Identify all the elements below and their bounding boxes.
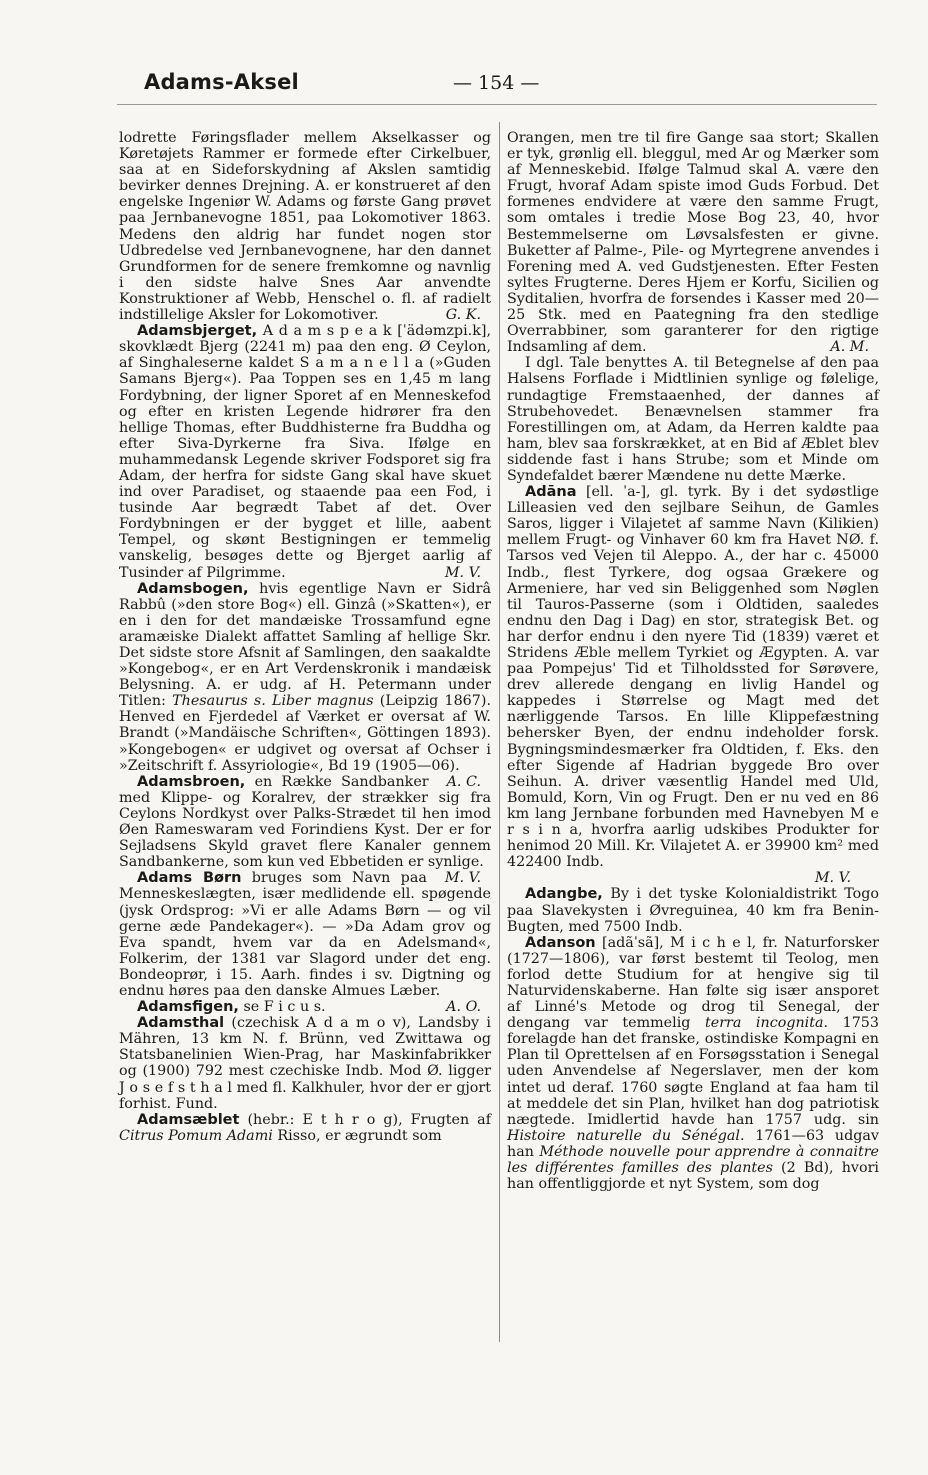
- headword: Adamsthal: [137, 1015, 225, 1032]
- signature: A. O.: [446, 999, 481, 1016]
- headword: Adangbe,: [525, 886, 603, 903]
- signature: M. V.: [444, 870, 481, 887]
- column-divider: [499, 122, 500, 1342]
- headword: Adamsbogen,: [137, 580, 249, 597]
- header-divider: [117, 104, 877, 105]
- signature: M. V.: [444, 564, 481, 581]
- entry-adamsaeblet-continuation: Orangen, men tre til fire Gange saa stort; Skallen er tyk, grønlig ell. bleggul, med Ar og Mærker som af Menneskebid. Ifølge Talmud skal A. være den Frugt, hvoraf Adam spiste imod Guds Forbud. Det formenes endvidere at være den samme Frugt, som omtales i tredie Mose Bog 23, 40, hvor Bestemmelserne om Løvsalsfesten er givne. Buketter af Palme-, Pile- og Myrtegrene anvendes i Forening med A. ved Gudstjenesten. Efter Festen syltes Frugterne. Deres Hjem er Korfu, Sicilien og Syditalien, hvorfra de forsendes i Kasser med 20—25 Stk. med en Paategning fra den stedlige Overrabbiner, som garanterer for den rigtige Indsamling af dem. A. M.: [507, 130, 879, 356]
- headword: Adanson: [525, 934, 596, 951]
- entry-adanson: Adanson [adãˈsã], M i c h e l, fr. Naturforsker (1727—1806), var først bestemt til Teolog, men forlod dette Studium for at hengive sig til Naturvidenskaberne. Han følte sig især ansporet af Linné's Metode og drog til Senegal, der dengang var temmelig terra incognita. 1753 forelagde han det franske, ostindiske Kompagni en Plan til Oprettelsen af en Forsøgsstation i Senegal uden Anvendelse af Negerslaver, men der kom intet ud deraf. 1760 søgte England at faa ham til at meddele det sin Plan, hvilket han dog patriotisk nægtede. Imidlertid havde han 1757 udg. sin Histoire naturelle du Sénégal. 1761—63 udgav han Méthode nouvelle pour apprendre à connaitre les différentes familles des plantes (2 Bd), hvori han offentliggjorde et nyt System, som dog: [507, 934, 880, 1193]
- headword: Adāna: [525, 484, 577, 501]
- signature: M. V.: [814, 870, 851, 887]
- entry-aksel-continuation: lodrette Føringsflader mellem Akselkasser og Køretøjets Rammer er formede efter Cirkelbuer, saa at en Sideforskydning af Akslen samtidig bevirker dennes Drejning. A. er konstrueret af den engelske Ingeniør W. Adams og første Gang prøvet paa Jernbanevogne 1851, paa Lokomotiver 1863. Medens den aldrig har fundet nogen stor Udbredelse ved Jernbanevognene, har den dannet Grundformen for de senere fremkomne og navnlig i den sidste halve Snes Aar anvendte Konstruktioner af Webb, Henschel o. fl. af radielt indstillelige Aksler for Lokomotiver. G. K.: [119, 130, 491, 324]
- headword: Adams Børn: [137, 870, 242, 887]
- headword: Adamsæblet: [137, 1111, 240, 1128]
- entry-adamsfigen: Adamsfigen, se F i c u s.: [137, 999, 326, 1016]
- page-number: — 154 —: [453, 72, 540, 94]
- entry-adamsbjerget: Adamsbjerget, A d a m s p e a k [ˈädəmzpi.k], skovklædt Bjerg (2241 m) paa den eng. Ø Ceylon, af Singhaleserne kaldet S a m a n e l l a (»Guden Samans Bjerg«). Paa Toppen ses en 1,45 m lang Fordybning, der ligner Sporet af en Menneskefod og efter en kristen Legende hidrører fra den hellige Thomas, efter Buddhisterne fra Buddha og efter Siva-Dyrkerne fra Siva. Ifølge en muhammedansk Legende skriver Fodsporet sig fra Adam, der herfra for sidste Gang skal have skuet ind over Paradiset, og staaende paa een Fod, i tusinde Aar begrædt Tabet af det. Over Fordybningen er der bygget et lille, aabent Tempel, og skønt Bestigningen er temmelig vanskelig, besøges dette og Bjerget aarlig af Tusinder af Pilgrimme. M. V.: [119, 323, 491, 581]
- entry-adamsaeblet: Adamsæblet (hebr.: E t h r o g), Frugten af Citrus Pomum Adami Risso, er ægrundt som: [119, 1111, 491, 1144]
- headword: Adamsbjerget,: [137, 323, 258, 340]
- entry-adamsbogen: Adamsbogen, hvis egentlige Navn er Sidrâ Rabbû (»den store Bog«) ell. Ginzâ (»Skatten«), er en i den for det mandæiske Trossamfund egne aramæiske Dialekt affattet Samling af hellige Skr. Det sidste store Afsnit af Samlingen, den saakaldte »Kongebog«, er en Art Verdenskronik i mandæisk Belysning. A. er udg. af H. Petermann under Titlen: Thesaurus s. Liber magnus (Leipzig 1867). Henved en Fjerdedel af Værket er oversat af W. Brandt (»Mandäische Schriften«, Göttingen 1893). »Kongebogen« er udgivet og oversat af Ochser i »Zeitschrift f. Assyriologie«, Bd 19 (1905—06). A. C.: [119, 580, 491, 790]
- right-column: [507, 130, 879, 1192]
- entry-adamsaeblet-paragraph-2: I dgl. Tale benyttes A. til Betegnelse af den paa Halsens Forflade i Midtlinien synlige og følelige, rundagtige Fremstaaenhed, der dannes af Strubehovedet. Benævnelsen stammer fra Forestillingen om, at Adam, da Herren kaldte paa ham, blev saa forskrækket, at en Bid af Æblet blev siddende fast i hans Strube; som et Minde om Syndefaldet bærer Mændene nu dette Mærke.: [507, 355, 879, 484]
- entry-adana: Adāna [ell. ˈa-], gl. tyrk. By i det sydøstlige Lilleasien ved den sejlbare Seihun, de Gamles Saros, ligger i Vilajetet af samme Navn (Kilikien) mellem Frugt- og Vinhaver 60 km fra Havet NØ. f. Tarsos ved Vejen til Aleppo. A., der har c. 45000 Indb., flest Tyrkere, dog ogsaa Grækere og Armeniere, har ved sin Beliggenhed som Nøglen til Tauros-Passerne (som i Oldtiden, saaledes endnu den Dag i Dag) en stor, strategisk Bet. og har derfor endnu i den nyere Tid (1839) været et Stridens Æble mellem Tyrkiet og Ægypten. A. var paa Pompejus' Tid et Tilholdssted for Sørøvere, drev allerede dengang en livlig Handel og kappedes i Størrelse og Magt med det nærliggende Tarsos. En lille Klippefæstning behersker Byen, der endnu indeholder forsk. Bygningsmindesmærker fra Oldtiden, f. Eks. den efter Sigende af Hadrian byggede Bro over Seihun. A. driver væsentlig Handel med Uld, Bomuld, Korn, Vin og Frugt. Den er nu ved en 86 km lang Jernbane forbunden med Havnebyen M e r s i n a, hvorfra aarlig udskibes Produkter for henimod 20 Mill. Kr. Vilajetet A. er 39900 km² med 422400 Indb.: [507, 484, 879, 871]
- headword: Adamsfigen,: [137, 999, 239, 1016]
- entry-adangbe: Adangbe, By i det tyske Kolonialdistrikt Togo paa Slavekysten i Øvreguinea, 40 km fra Benin-Bugten, med 7500 Indb.: [507, 886, 879, 935]
- signature: A. M.: [830, 339, 869, 356]
- entry-adamsbroen: Adamsbroen, en Række Sandbanker med Klippe- og Koralrev, der strækker sig fra Ceylons Nordkyst over Palks-Strædet til hen imod Øen Rameswaram ved Forindiens Kyst. Der er for Sejladsens Skyld gravet flere Kanaler gennem Sandbankerne, som kun ved Ebbetiden er synlige. M. V.: [119, 773, 491, 887]
- running-head-title: Adams-Aksel: [144, 70, 299, 94]
- entry-adamsthal: Adamsthal (czechisk A d a m o v), Landsby i Mähren, 13 km N. f. Brünn, ved Zwittawa og Statsbanelinien Wien-Prag, har Maskinfabrikker og (1900) 792 mest czechiske Indb. Mod Ø. ligger J o s e f s t h a l med fl. Kalkhuler, hvor der er gjort forhist. Fund.: [119, 1015, 491, 1112]
- headword: Adamsbroen,: [137, 773, 246, 790]
- signature: G. K.: [445, 307, 481, 324]
- signature: A. C.: [446, 773, 481, 790]
- left-column: [119, 130, 491, 1144]
- entry-adams-born: Adams Børn bruges som Navn paa Menneskeslægten, især medlidende ell. spøgende (jysk Ordsprog: »Vi er alle Adams Børn — og vil gerne æde Pandekager«). — »Da Adam grov og Eva spandt, hvem var da en Adelsmand«, Folkerim, der 1381 var Slagord under det eng. Bondeoprør, i 15. Aarh. findes i sv. Digtning og endnu høres paa den danske Almues Læber. A. O.: [119, 870, 491, 1016]
